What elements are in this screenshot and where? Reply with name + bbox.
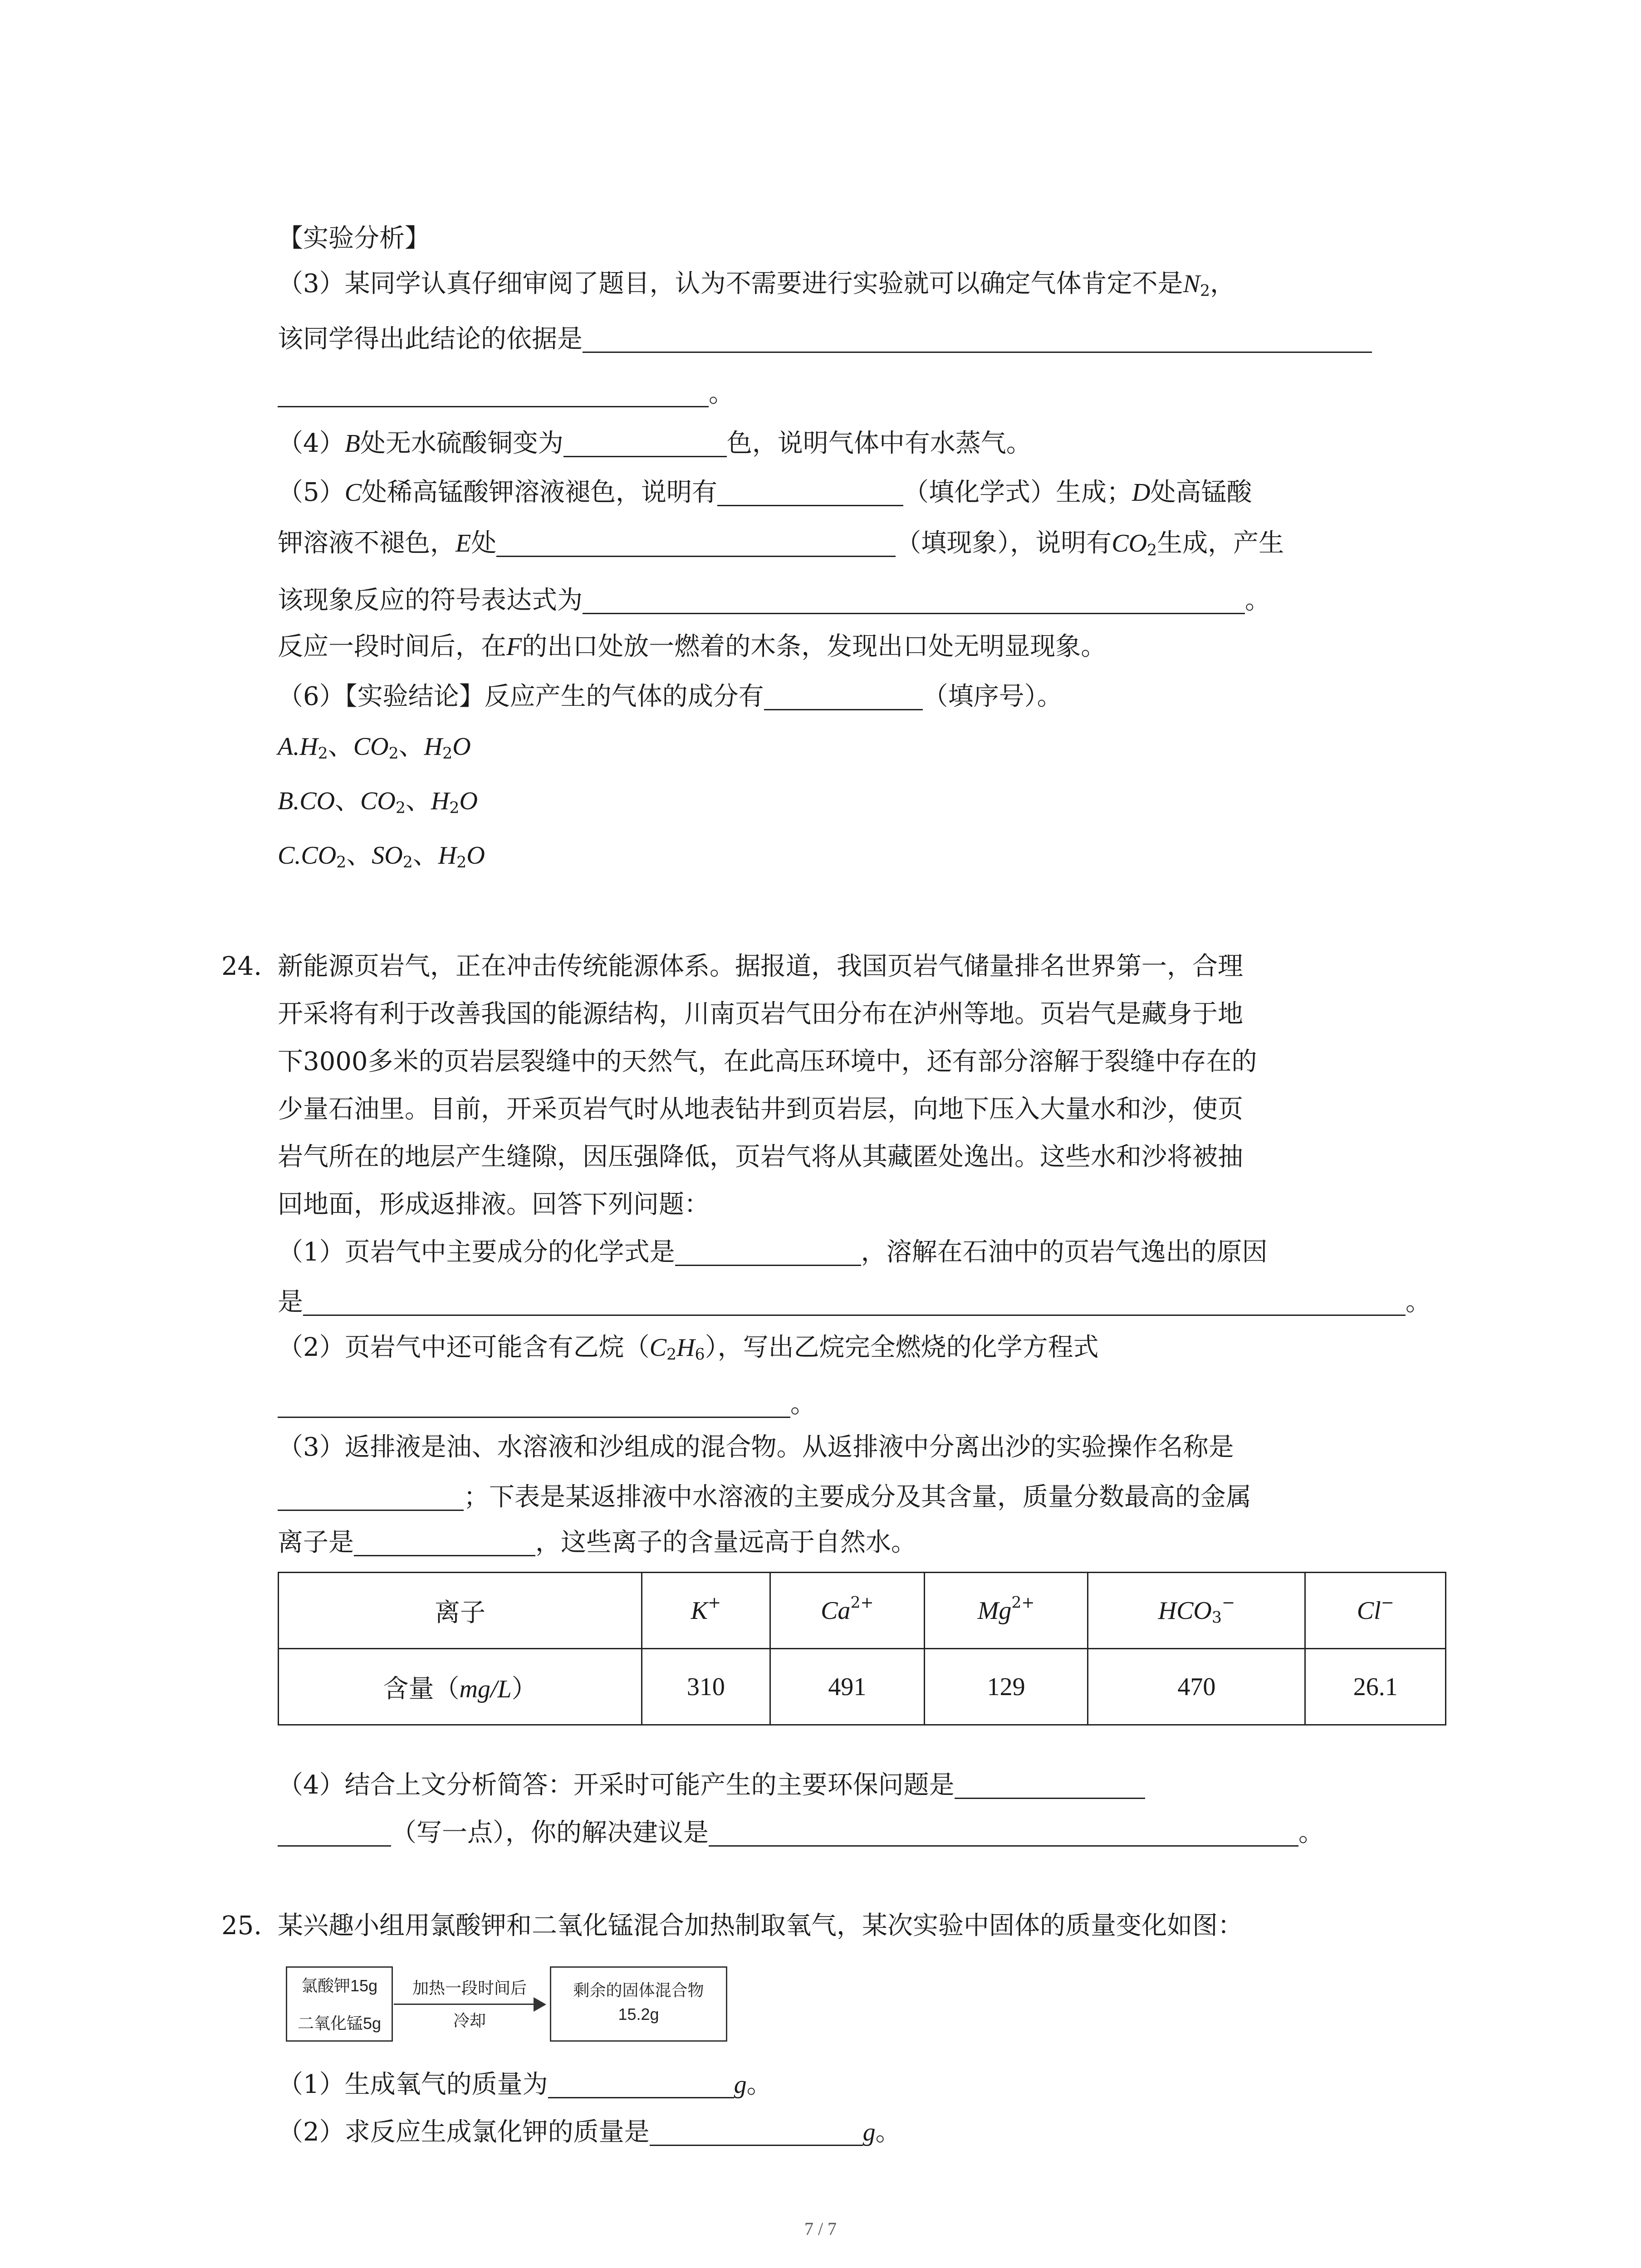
table-header-cell: $Ca^{2+}$ — [770, 1573, 924, 1649]
table-row — [279, 1573, 1446, 1649]
table-cell: 129 — [925, 1649, 1088, 1725]
table-header-cell: Cl− — [1305, 1573, 1446, 1649]
answer-blank[interactable] — [278, 1389, 790, 1418]
answer-blank[interactable] — [583, 324, 1372, 353]
section-header: 【实验分析】 — [278, 224, 430, 253]
reactants-box — [286, 1966, 393, 2042]
question-24-sub-3-line-3: 离子是 ，这些离子的含量远高于自然水。 — [278, 1528, 916, 1557]
question-24-number: 24. — [221, 952, 262, 981]
answer-blank[interactable] — [278, 379, 709, 407]
question-24-text-5: 岩气所在的地层产生缝隙，因压强降低，页岩气将从其藏匿处逸出。这些水和沙将被抽 — [278, 1142, 1243, 1172]
question-25-sub-1: （1）生成氧气的质量为 g。 — [278, 2070, 772, 2099]
product-box — [550, 1966, 727, 2042]
product-label: 剩余的固体混合物 — [573, 1981, 704, 1999]
question-25-number: 25. — [221, 1911, 262, 1941]
table-row — [279, 1649, 1446, 1725]
question-24-sub-2-answer: 。 — [278, 1388, 816, 1421]
answer-blank[interactable] — [717, 478, 903, 506]
question-3-line-1: （3）某同学认真仔细审阅了题目，认为不需要进行实验就可以确定气体肯定不是$N_2$， — [278, 269, 1236, 300]
question-3-line-2: 该同学得出此结论的依据是 — [278, 323, 1372, 356]
question-24-sub-1-line-1: （1）页岩气中主要成分的化学式是 ，溶解在石油中的页岩气逸出的原因 — [278, 1237, 1268, 1267]
question-24-text-1: 新能源页岩气，正在冲击传统能源体系。据报道，我国页岩气储量排名世界第一，合理 — [278, 952, 1243, 981]
answer-blank[interactable] — [354, 1528, 535, 1556]
table-cell: 470 — [1088, 1649, 1305, 1725]
question-3-line-3: 。 — [278, 377, 734, 410]
answer-blank[interactable] — [583, 586, 1245, 614]
arrow-label-bottom: 冷却 — [453, 2011, 486, 2030]
question-25-sub-2: （2）求反应生成氯化钾的质量是 g。 — [278, 2117, 901, 2147]
question-24-text-2: 开采将有利于改善我国的能源结构，川南页岩气田分布在泸州等地。页岩气是藏身于地 — [278, 999, 1243, 1029]
option-a[interactable]: $A.H_2$、$CO_2$、$H_2O$ — [278, 732, 471, 763]
answer-blank[interactable] — [278, 1482, 464, 1511]
question-24-sub-2: （2）页岩气中还可能含有乙烷$(C_2H_6)$，写出乙烷完全燃烧的化学方程式 — [278, 1333, 1099, 1364]
reaction-arrow — [394, 2004, 534, 2005]
answer-blank[interactable] — [278, 1818, 391, 1847]
reaction-diagram — [286, 1966, 740, 2048]
answer-blank[interactable] — [303, 1287, 1406, 1316]
question-5-line-1: （5）C处稀高锰酸钾溶液褪色，说明有 （填化学式）生成；D处高锰酸 — [278, 478, 1252, 507]
option-c[interactable]: $C.CO_2$、$SO_2$、$H_2O$ — [278, 841, 485, 872]
page-number: 7 / 7 — [804, 2219, 837, 2239]
question-24-sub-4-line-1: （4）结合上文分析简答：开采时可能产生的主要环保问题是 — [278, 1769, 1145, 1802]
table-cell: 310 — [642, 1649, 770, 1725]
question-6: （6）【实验结论】反应产生的气体的成分有 （填序号）。 — [278, 682, 1063, 711]
question-24-text-6: 回地面，形成返排液。回答下列问题： — [278, 1190, 710, 1219]
question-24-sub-1-line-2: 是 。 — [278, 1287, 1431, 1317]
table-header-cell: 离子 — [279, 1573, 642, 1649]
question-5-line-2: 钾溶液不褪色，E处 （填现象），说明有$CO_2$生成，产生 — [278, 528, 1284, 560]
table-header-cell: $HCO_3^-$ — [1088, 1573, 1305, 1649]
answer-blank[interactable] — [709, 1818, 1298, 1847]
answer-blank[interactable] — [496, 528, 896, 557]
question-24-text-4: 少量石油里。目前，开采页岩气时从地表钻井到页岩层，向地下压入大量水和沙，使页 — [278, 1095, 1243, 1124]
ion-content-table — [278, 1572, 1446, 1725]
table-cell: 含量（mg/L） — [279, 1649, 642, 1725]
table-header-cell: K+ — [642, 1573, 770, 1649]
question-24-sub-4-line-2: （写一点），你的解决建议是 。 — [278, 1817, 1324, 1849]
table-cell: 26.1 — [1305, 1649, 1446, 1725]
reactant-kclo3: 氯酸钾15g — [301, 1976, 378, 1995]
reactant-mno2: 二氧化锰5g — [297, 2014, 382, 2033]
answer-blank[interactable] — [764, 682, 923, 710]
question-5-line-4: 反应一段时间后，在F的出口处放一燃着的木条，发现出口处无明显现象。 — [278, 632, 1107, 661]
answer-blank[interactable] — [548, 2070, 734, 2098]
answer-blank[interactable] — [650, 2117, 863, 2146]
question-25-text: 某兴趣小组用氯酸钾和二氧化锰混合加热制取氧气，某次实验中固体的质量变化如图： — [278, 1911, 1243, 1941]
arrow-label-top: 加热一段时间后 — [412, 1979, 527, 1997]
question-24-sub-3-line-2: ；下表是某返排液中水溶液的主要成分及其含量，质量分数最高的金属 — [278, 1481, 1251, 1514]
option-b[interactable]: B.CO、$CO_2$、$H_2O$ — [278, 786, 478, 817]
table-header-cell: $Mg^{2+}$ — [925, 1573, 1088, 1649]
product-mass: 15.2g — [618, 2005, 659, 2024]
table-cell: 491 — [770, 1649, 924, 1725]
answer-blank[interactable] — [563, 429, 727, 457]
answer-blank[interactable] — [675, 1237, 861, 1266]
question-24-sub-3-line-1: （3）返排液是油、水溶液和沙组成的混合物。从返排液中分离出沙的实验操作名称是 — [278, 1432, 1234, 1462]
answer-blank[interactable] — [955, 1770, 1145, 1799]
question-4: （4）B处无水硫酸铜变为 色，说明气体中有水蒸气。 — [278, 429, 1032, 458]
question-5-line-3: 该现象反应的符号表达式为 。 — [278, 586, 1270, 615]
question-24-text-3: 下3000多米的页岩层裂缝中的天然气，在此高压环境中，还有部分溶解于裂缝中存在的 — [278, 1047, 1257, 1076]
